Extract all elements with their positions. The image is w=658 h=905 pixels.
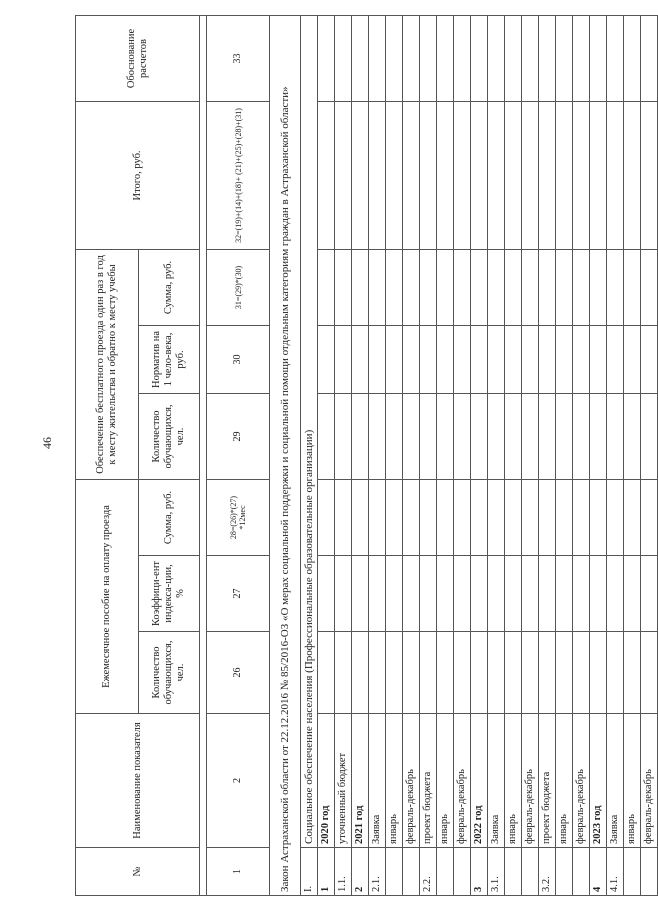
row-name: 2022 год [471, 714, 488, 848]
g2-col-students: Количество обучающихся, чел. [139, 393, 200, 479]
row-number [624, 848, 641, 896]
empty-cell [335, 325, 352, 393]
empty-cell [488, 556, 505, 632]
table-row [488, 15, 505, 895]
empty-cell [454, 249, 471, 325]
empty-cell [522, 632, 539, 714]
empty-cell [335, 15, 352, 101]
empty-cell [369, 101, 386, 249]
empty-cell [607, 325, 624, 393]
empty-cell [437, 101, 454, 249]
row-name: Заявка [488, 714, 505, 848]
empty-cell [573, 15, 590, 101]
empty-cell [335, 556, 352, 632]
empty-cell [522, 249, 539, 325]
row-name: январь [437, 714, 454, 848]
row-number [437, 848, 454, 896]
empty-cell [539, 556, 556, 632]
row-number: 2 [352, 848, 369, 896]
table-row [641, 15, 658, 895]
empty-cell [641, 632, 658, 714]
table-row [539, 15, 556, 895]
empty-cell [522, 101, 539, 249]
empty-cell [420, 632, 437, 714]
empty-cell [556, 101, 573, 249]
empty-cell [590, 632, 607, 714]
empty-cell [318, 632, 335, 714]
row-name: 2021 год [352, 714, 369, 848]
empty-cell [437, 556, 454, 632]
empty-cell [403, 479, 420, 555]
empty-cell [522, 479, 539, 555]
column-number-row [207, 15, 270, 895]
empty-cell [488, 101, 505, 249]
empty-cell [539, 249, 556, 325]
empty-cell [590, 479, 607, 555]
empty-cell [369, 325, 386, 393]
empty-cell [641, 15, 658, 101]
empty-cell [573, 101, 590, 249]
empty-cell [505, 632, 522, 714]
empty-cell [386, 249, 403, 325]
empty-cell [386, 556, 403, 632]
empty-cell [454, 393, 471, 479]
table-row [386, 15, 403, 895]
row-name: январь [505, 714, 522, 848]
num-header: № [76, 848, 200, 896]
empty-cell [386, 393, 403, 479]
empty-cell [437, 15, 454, 101]
table-row [352, 15, 369, 895]
empty-cell [471, 15, 488, 101]
empty-cell [471, 249, 488, 325]
empty-cell [454, 556, 471, 632]
empty-cell [420, 393, 437, 479]
empty-cell [624, 101, 641, 249]
empty-cell [488, 479, 505, 555]
empty-cell [369, 479, 386, 555]
row-number: 2.1. [369, 848, 386, 896]
empty-cell [590, 325, 607, 393]
table-row [505, 15, 522, 895]
empty-cell [454, 479, 471, 555]
row-number [641, 848, 658, 896]
empty-cell [471, 556, 488, 632]
empty-cell [505, 101, 522, 249]
empty-cell [318, 15, 335, 101]
empty-cell [318, 393, 335, 479]
row-name: февраль-декабрь [641, 714, 658, 848]
row-number [573, 848, 590, 896]
empty-cell [641, 101, 658, 249]
group2-header: Обеспечение бесплатного проезда один раз в год к месту жительства и обратно к месту учебы [76, 249, 139, 479]
empty-cell [386, 632, 403, 714]
empty-cell [369, 632, 386, 714]
empty-cell [369, 15, 386, 101]
col-number: 31=(29)*(30) [207, 249, 270, 325]
col-number: 29 [207, 393, 270, 479]
empty-cell [522, 393, 539, 479]
col-number: 27 [207, 556, 270, 632]
empty-cell [539, 325, 556, 393]
table-row [369, 15, 386, 895]
empty-cell [556, 393, 573, 479]
col-number: 1 [207, 848, 270, 896]
empty-cell [352, 393, 369, 479]
empty-cell [488, 393, 505, 479]
empty-cell [556, 479, 573, 555]
table-row [335, 15, 352, 895]
empty-cell [369, 393, 386, 479]
empty-cell [318, 479, 335, 555]
row-name: февраль-декабрь [522, 714, 539, 848]
empty-cell [607, 556, 624, 632]
empty-cell [335, 101, 352, 249]
row-name: проект бюджета [420, 714, 437, 848]
empty-cell [624, 15, 641, 101]
empty-cell [335, 632, 352, 714]
empty-cell [488, 249, 505, 325]
empty-cell [556, 249, 573, 325]
empty-cell [624, 632, 641, 714]
empty-cell [403, 393, 420, 479]
empty-cell [573, 479, 590, 555]
empty-cell [607, 15, 624, 101]
empty-cell [437, 632, 454, 714]
name-header: Наименование показателя [76, 714, 200, 848]
empty-cell [335, 393, 352, 479]
col-number: 28=(26)*(27) *12мес [207, 479, 270, 555]
empty-cell [607, 632, 624, 714]
empty-cell [318, 556, 335, 632]
empty-cell [403, 325, 420, 393]
empty-cell [488, 632, 505, 714]
table-row [607, 15, 624, 895]
table-row [420, 15, 437, 895]
budget-table [75, 15, 658, 896]
table-row [573, 15, 590, 895]
row-number [454, 848, 471, 896]
empty-cell [624, 479, 641, 555]
empty-cell [420, 15, 437, 101]
col-number: 26 [207, 632, 270, 714]
row-name: январь [556, 714, 573, 848]
empty-cell [624, 325, 641, 393]
row-name: 2020 год [318, 714, 335, 848]
row-number: 4 [590, 848, 607, 896]
row-number [522, 848, 539, 896]
empty-cell [403, 101, 420, 249]
row-number: 4.1. [607, 848, 624, 896]
table-row [437, 15, 454, 895]
empty-cell [454, 325, 471, 393]
empty-cell [539, 15, 556, 101]
col-number: 33 [207, 15, 270, 101]
empty-cell [641, 556, 658, 632]
table-row [556, 15, 573, 895]
empty-cell [505, 479, 522, 555]
row-name: февраль-декабрь [573, 714, 590, 848]
empty-cell [386, 101, 403, 249]
empty-cell [522, 556, 539, 632]
empty-cell [471, 393, 488, 479]
empty-cell [437, 479, 454, 555]
row-number: 3.2. [539, 848, 556, 896]
col-number: 30 [207, 325, 270, 393]
empty-cell [403, 15, 420, 101]
law-title: Закон Астраханской области от 22.12.2016 № 85/2016-ОЗ «О мерах социальной поддержки и социальной помощи отдельным категориям граждан в Астраханской области» [270, 15, 301, 895]
empty-cell [539, 393, 556, 479]
table-row [318, 15, 335, 895]
empty-cell [590, 556, 607, 632]
empty-cell [454, 632, 471, 714]
empty-cell [539, 632, 556, 714]
page-number: 46 [40, 437, 54, 449]
empty-cell [641, 479, 658, 555]
empty-cell [420, 249, 437, 325]
row-name: 2023 год [590, 714, 607, 848]
table-row [624, 15, 641, 895]
col-number: 32=(19)+(14)+(18)+ (21)+(25)+(28)+(31) [207, 101, 270, 249]
empty-cell [505, 393, 522, 479]
empty-cell [420, 101, 437, 249]
row-name: уточненный бюджет [335, 714, 352, 848]
empty-cell [488, 325, 505, 393]
empty-cell [403, 632, 420, 714]
empty-cell [539, 479, 556, 555]
section-title: Социальное обеспечение населения (Профессиональные образовательные организации) [301, 15, 318, 847]
g1-col-sum: Сумма, руб. [139, 479, 200, 555]
table-row [454, 15, 471, 895]
empty-cell [641, 249, 658, 325]
empty-cell [403, 556, 420, 632]
row-number: 1 [318, 848, 335, 896]
empty-cell [335, 249, 352, 325]
empty-cell [352, 15, 369, 101]
empty-cell [352, 556, 369, 632]
empty-cell [641, 393, 658, 479]
section-num: I. [301, 848, 318, 896]
row-number [403, 848, 420, 896]
table-row [522, 15, 539, 895]
empty-cell [471, 632, 488, 714]
header-gap [200, 15, 207, 895]
empty-cell [505, 15, 522, 101]
empty-cell [352, 249, 369, 325]
empty-cell [352, 325, 369, 393]
empty-cell [505, 325, 522, 393]
g1-col-students: Количество обучающихся, чел. [139, 632, 200, 714]
empty-cell [624, 556, 641, 632]
empty-cell [556, 632, 573, 714]
g2-col-norm: Норматив на 1 чело-века, руб. [139, 325, 200, 393]
table-row [590, 15, 607, 895]
empty-cell [522, 325, 539, 393]
empty-cell [420, 325, 437, 393]
row-number [386, 848, 403, 896]
empty-cell [335, 479, 352, 555]
empty-cell [556, 15, 573, 101]
empty-cell [454, 15, 471, 101]
row-name: Заявка [607, 714, 624, 848]
empty-cell [522, 15, 539, 101]
row-number: 1.1. [335, 848, 352, 896]
empty-cell [318, 325, 335, 393]
empty-cell [437, 249, 454, 325]
empty-cell [420, 479, 437, 555]
empty-cell [386, 15, 403, 101]
empty-cell [471, 325, 488, 393]
empty-cell [471, 101, 488, 249]
empty-cell [403, 249, 420, 325]
row-name: январь [624, 714, 641, 848]
row-number: 3 [471, 848, 488, 896]
empty-cell [420, 556, 437, 632]
empty-cell [624, 249, 641, 325]
row-number: 3.1. [488, 848, 505, 896]
empty-cell [641, 325, 658, 393]
table-row [403, 15, 420, 895]
row-name: февраль-декабрь [403, 714, 420, 848]
empty-cell [437, 393, 454, 479]
empty-cell [454, 101, 471, 249]
row-name: январь [386, 714, 403, 848]
empty-cell [590, 393, 607, 479]
row-name: Заявка [369, 714, 386, 848]
basis-header: Обоснование расчетов [76, 15, 200, 101]
empty-cell [607, 393, 624, 479]
budget-table-sheet [75, 16, 654, 896]
table-row [471, 15, 488, 895]
empty-cell [607, 101, 624, 249]
row-number [556, 848, 573, 896]
empty-cell [573, 325, 590, 393]
empty-cell [607, 479, 624, 555]
g2-col-sum: Сумма, руб. [139, 249, 200, 325]
total-header: Итого, руб. [76, 101, 200, 249]
empty-cell [318, 249, 335, 325]
empty-cell [607, 249, 624, 325]
row-number [505, 848, 522, 896]
g1-col-coefficient: Коэффици-ент индекса-ции, % [139, 556, 200, 632]
empty-cell [369, 249, 386, 325]
row-name: февраль-декабрь [454, 714, 471, 848]
empty-cell [590, 101, 607, 249]
empty-cell [386, 479, 403, 555]
empty-cell [505, 556, 522, 632]
empty-cell [488, 15, 505, 101]
empty-cell [352, 479, 369, 555]
empty-cell [471, 479, 488, 555]
row-number: 2.2. [420, 848, 437, 896]
row-name: проект бюджета [539, 714, 556, 848]
section-row [301, 15, 318, 895]
empty-cell [573, 393, 590, 479]
empty-cell [437, 325, 454, 393]
empty-cell [352, 101, 369, 249]
empty-cell [573, 556, 590, 632]
empty-cell [573, 632, 590, 714]
empty-cell [318, 101, 335, 249]
empty-cell [352, 632, 369, 714]
empty-cell [369, 556, 386, 632]
empty-cell [573, 249, 590, 325]
empty-cell [539, 101, 556, 249]
group1-header: Ежемесячное пособие на оплату проезда [76, 479, 139, 713]
empty-cell [590, 15, 607, 101]
empty-cell [556, 556, 573, 632]
col-number: 2 [207, 714, 270, 848]
empty-cell [505, 249, 522, 325]
header-row-1 [76, 15, 139, 895]
empty-cell [386, 325, 403, 393]
empty-cell [556, 325, 573, 393]
empty-cell [590, 249, 607, 325]
empty-cell [624, 393, 641, 479]
law-row [270, 15, 301, 895]
